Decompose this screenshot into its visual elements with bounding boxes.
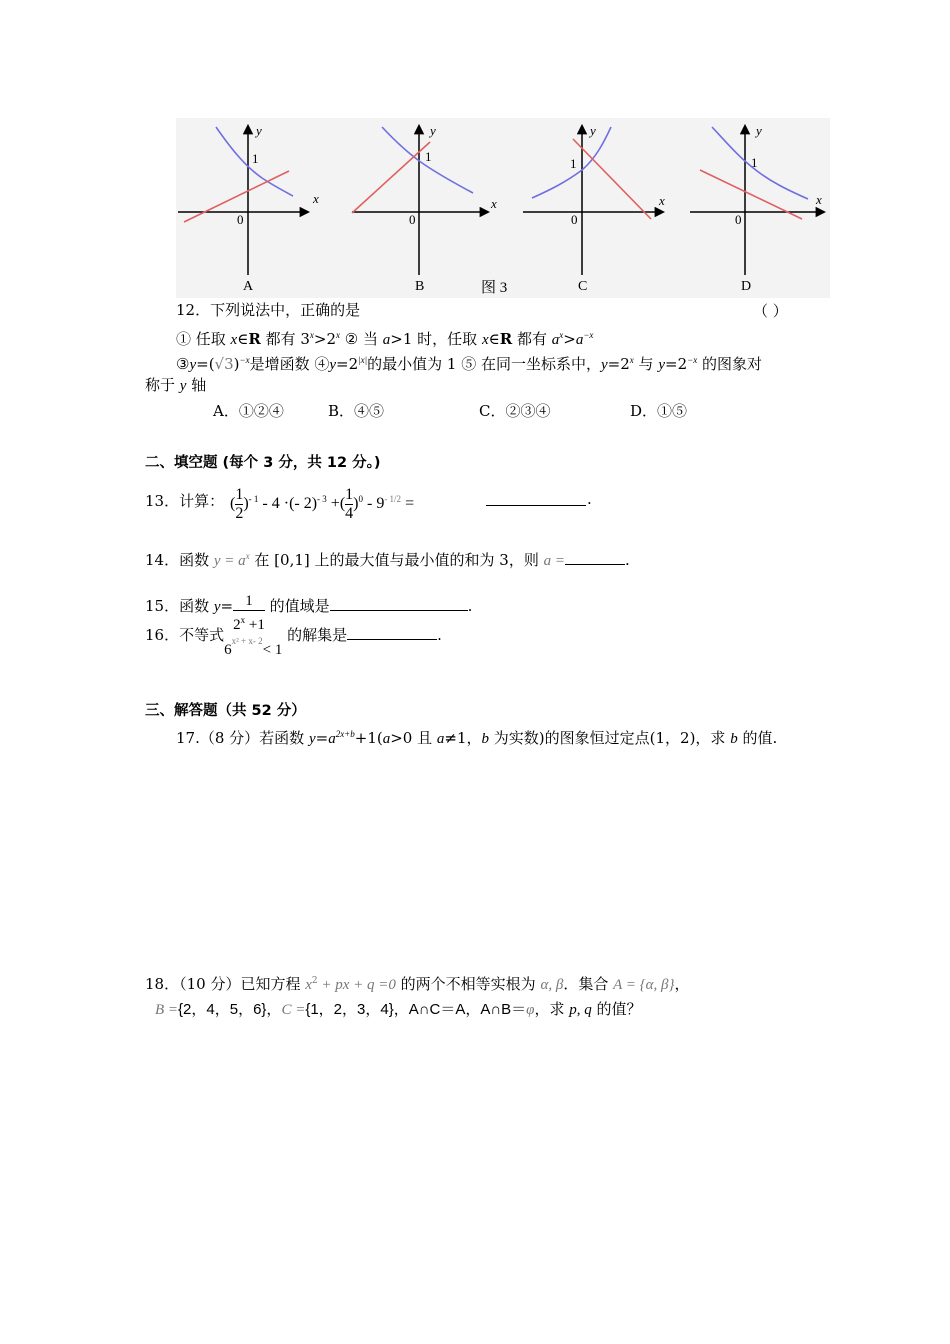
panel-label-d: D — [741, 279, 752, 294]
q15-answer-blank[interactable] — [330, 596, 468, 611]
q12-option-b[interactable]: B．④⑤ — [328, 402, 385, 420]
q12-statement-1-2: ① 任取 x∈R 都有 $3^x>2^x$ ② 当 a>1 时，任取 x∈R 都有 $a^x>a^{-x}$ — [176, 330, 594, 348]
y-axis-label: y — [430, 123, 436, 138]
x-axis-label: x — [313, 191, 319, 206]
q12-option-c[interactable]: C．②③④ — [479, 402, 551, 420]
y-axis-label: y — [256, 123, 262, 138]
origin-label: 0 — [409, 212, 416, 227]
panel-label-b: B — [415, 279, 425, 294]
graph-panel-a — [178, 123, 319, 294]
q13-expression: ( $\frac{1}{2}$ )$^{- 1}$ - 4 ·(- 2)$^{- 3}$ +( $\frac{1}{4}$ )$^0 - 9^{- 1/2}$ = — [230, 486, 415, 522]
figure-caption: 图 3 — [481, 280, 508, 296]
q18-text-line2: B ={2，4，5，6}，C ={1，2，3，4}，A∩C＝A，A∩B＝φ，求 p, q 的值？ — [155, 1000, 642, 1018]
q12-answer-paren: （ ） — [753, 302, 788, 320]
origin-label: 0 — [571, 212, 578, 227]
section-3-heading: 三、解答题（共 52 分） — [145, 703, 306, 719]
tick-label: 1 — [751, 155, 758, 170]
q15-text: 15．函数 y= $\frac{1}{2^x +1}$ 的值域是 . — [145, 593, 473, 633]
q12-stem: 12．下列说法中，正确的是 — [176, 301, 361, 319]
panel-label-c: C — [578, 279, 588, 294]
q18-text-line1: 18．（10 分）已知方程 $x^2$ + px + q =0 的两个不相等实根为 α, β．集合 A = {α, β}， — [145, 975, 690, 993]
panel-label-a: A — [243, 279, 254, 294]
q14-answer-blank[interactable] — [565, 550, 625, 565]
q13-label: 13．计算： — [145, 492, 225, 510]
x-axis-label: x — [816, 192, 822, 207]
q12-option-d[interactable]: D．①⑤ — [630, 402, 688, 420]
q12-option-a[interactable]: A．①②④ — [213, 402, 284, 420]
q16-text: 16．不等式$6^{x^2 + x- 2}< 1$ 的解集是 . — [145, 626, 442, 658]
y-axis-label: y — [756, 123, 762, 138]
q13-period: . — [587, 490, 592, 508]
x-axis-label: x — [491, 196, 497, 211]
tick-label: 1 — [252, 151, 259, 166]
origin-label: 0 — [735, 212, 742, 227]
linear-line-c — [573, 139, 651, 219]
q16-answer-blank[interactable] — [347, 625, 437, 640]
q14-text: 14．函数 $y = a^x$ 在 [0,1] 上的最大值与最小值的和为 3，则 a = . — [145, 551, 630, 569]
graph-panel-b — [352, 123, 497, 294]
graph-panel-d — [690, 123, 824, 294]
q13-answer-blank[interactable] — [486, 491, 586, 506]
q17-text: 17.（8 分）若函数 $y=a^{2x+b}+1(a>0$ 且 a≠1，b 为实数)的图象恒过定点(1，2)，求 b 的值. — [176, 729, 778, 747]
function-graphs-figure — [0, 0, 950, 310]
section-2-heading: 二、填空题 (每个 3 分，共 12 分。) — [145, 455, 381, 471]
tick-label: 1 — [425, 149, 432, 164]
tick-label: 1 — [570, 156, 577, 171]
x-axis-label: x — [659, 193, 665, 208]
y-axis-label: y — [590, 123, 596, 138]
q12-statement-3-5: $③y=(√3)^{-x}$是增函数 $④y=2^{|x|}$的最小值为 1 ⑤ 在同一坐标系中，$y=2^x$ 与 $y=2^{-x}$ 的图象对 — [176, 355, 762, 373]
origin-label: 0 — [237, 212, 244, 227]
q12-statement-continuation: 称于 y 轴 — [145, 376, 207, 394]
graph-panel-c — [523, 123, 665, 294]
